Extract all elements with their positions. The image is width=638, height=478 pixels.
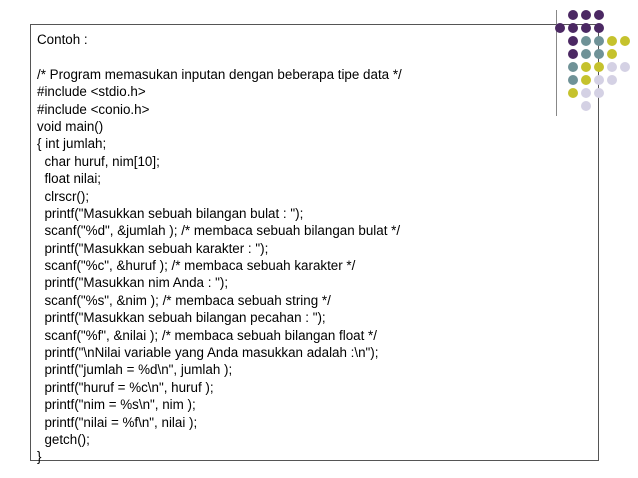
decor-dot — [581, 75, 591, 85]
decor-dot — [607, 49, 617, 59]
decor-dot — [607, 62, 617, 72]
code-line: #include <conio.h> — [37, 101, 150, 117]
decor-dot — [594, 62, 604, 72]
code-line: /* Program memasukan inputan dengan beberapa tipe data */ — [37, 66, 402, 82]
decor-dot — [568, 36, 578, 46]
decor-dot — [568, 23, 578, 33]
decor-dot — [594, 36, 604, 46]
code-line: clrscr(); — [37, 188, 90, 204]
decor-dot — [581, 23, 591, 33]
decor-dot — [581, 10, 591, 20]
code-listing — [37, 31, 402, 466]
decor-dot — [620, 62, 630, 72]
decor-dot — [581, 36, 591, 46]
decor-dot — [594, 88, 604, 98]
decor-dot — [568, 49, 578, 59]
code-line: char huruf, nim[10]; — [37, 153, 160, 169]
code-line: Contoh : — [37, 32, 88, 47]
code-line: void main() — [37, 118, 104, 134]
code-line: printf("huruf = %c\n", huruf ); — [37, 379, 214, 395]
decor-dot — [568, 88, 578, 98]
code-line: } — [37, 449, 42, 465]
code-line: scanf("%c", &huruf ); /* membaca sebuah karakter */ — [37, 258, 356, 274]
decor-dot — [594, 75, 604, 85]
decor-dot — [607, 36, 617, 46]
code-line: float nilai; — [37, 171, 102, 187]
decor-dot — [568, 10, 578, 20]
decor-dot — [581, 62, 591, 72]
decor-dot — [581, 101, 591, 111]
code-line: printf("nim = %s\n", nim ); — [37, 397, 196, 413]
decor-dot — [594, 10, 604, 20]
code-line: scanf("%f", &nilai ); /* membaca sebuah bilangan float */ — [37, 327, 377, 343]
decor-dot — [594, 49, 604, 59]
code-line: printf("Masukkan sebuah bilangan pecahan : "); — [37, 310, 326, 326]
code-line: #include <stdio.h> — [37, 84, 146, 100]
code-line: scanf("%s", &nim ); /* membaca sebuah string */ — [37, 292, 331, 308]
code-line: { int jumlah; — [37, 136, 107, 152]
decor-dot — [594, 23, 604, 33]
decor-dot — [568, 75, 578, 85]
code-line: printf("nilai = %f\n", nilai ); — [37, 414, 198, 430]
decor-dot — [555, 23, 565, 33]
decor-dot — [620, 36, 630, 46]
code-line — [37, 48, 402, 65]
code-line: printf("Masukkan nim Anda : "); — [37, 275, 229, 291]
decor-dot — [607, 75, 617, 85]
decor-dot — [581, 88, 591, 98]
decor-dot — [581, 49, 591, 59]
code-line: printf("Masukkan sebuah karakter : "); — [37, 240, 269, 256]
code-line: scanf("%d", &jumlah ); /* membaca sebuah bilangan bulat */ — [37, 223, 401, 239]
code-line: printf("jumlah = %d\n", jumlah ); — [37, 362, 233, 378]
decor-dot — [568, 62, 578, 72]
code-line: printf("Masukkan sebuah bilangan bulat : "); — [37, 205, 304, 221]
code-line: getch(); — [37, 431, 90, 447]
code-line: printf("\nNilai variable yang Anda masukkan adalah :\n"); — [37, 345, 379, 361]
